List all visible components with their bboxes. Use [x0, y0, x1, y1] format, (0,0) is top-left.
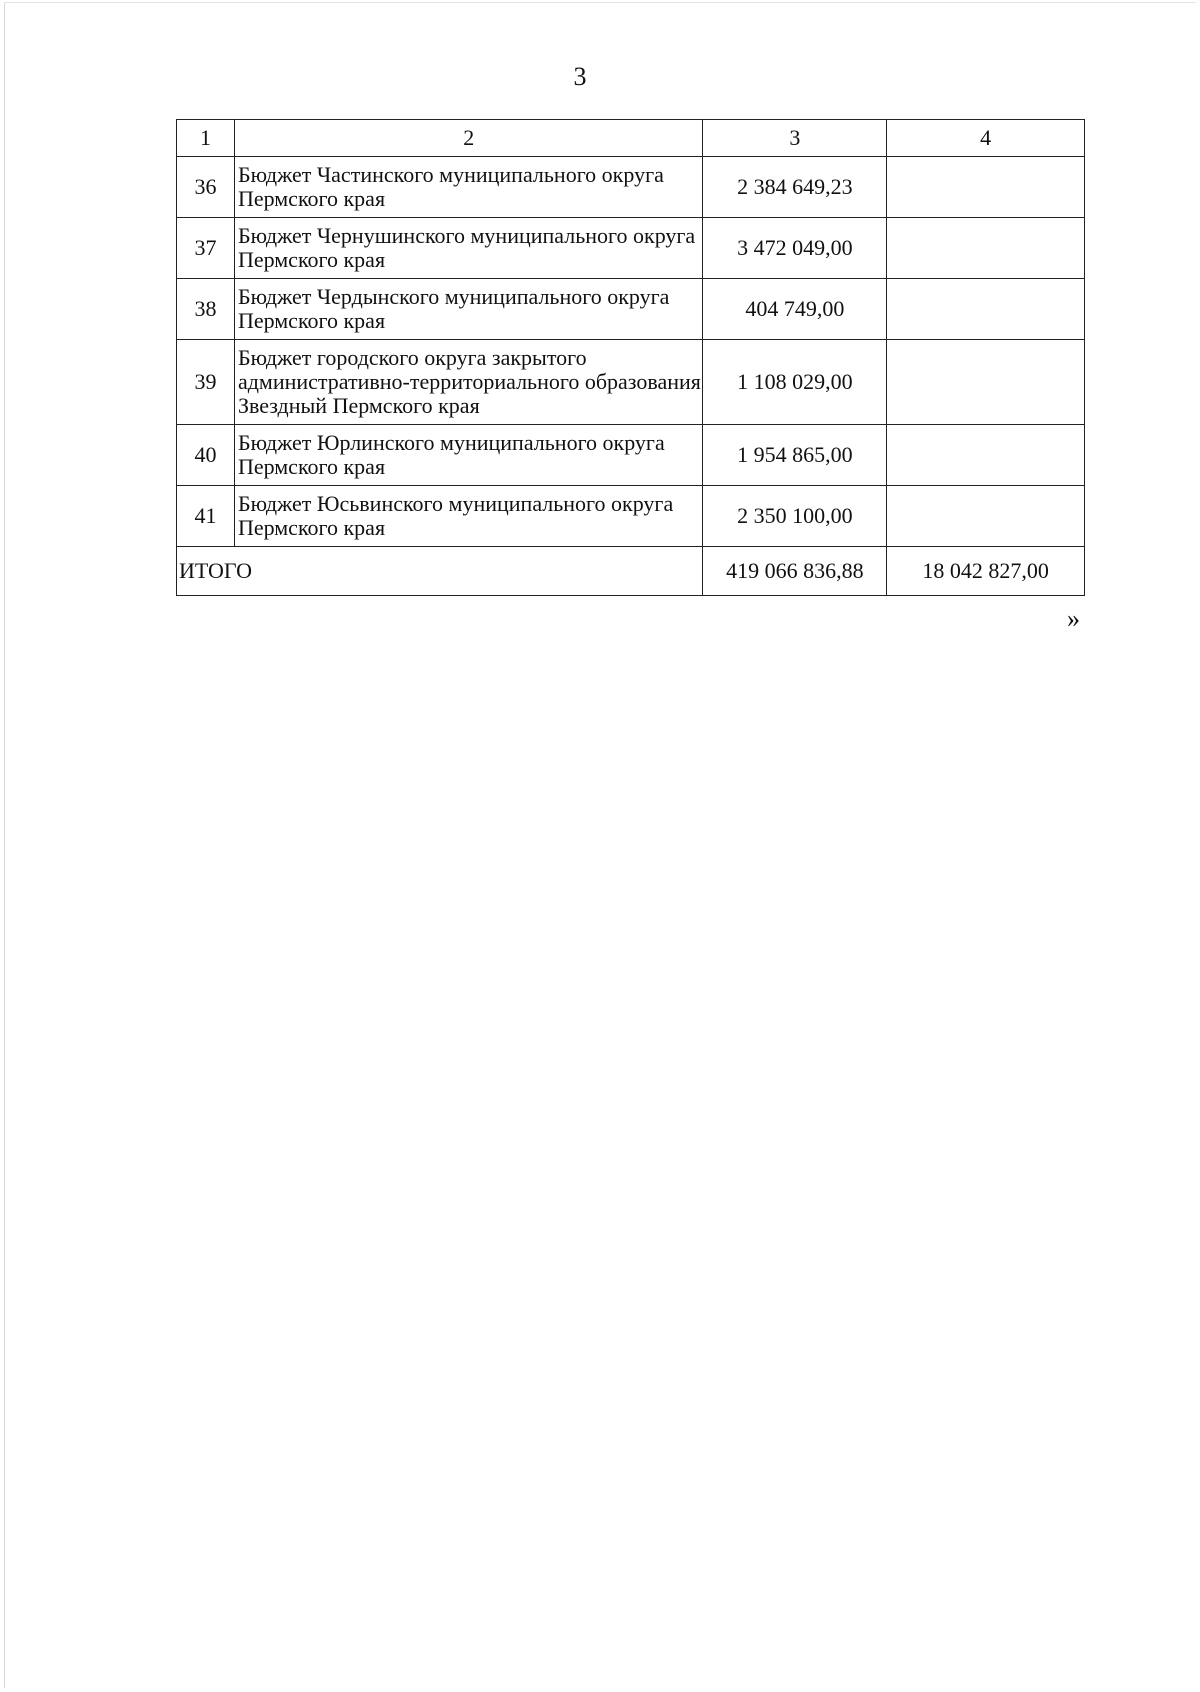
total-label: ИТОГО	[177, 547, 703, 596]
total-col4: 18 042 827,00	[887, 547, 1085, 596]
amount-col3: 404 749,00	[703, 279, 887, 340]
total-col3: 419 066 836,88	[703, 547, 887, 596]
table-row	[177, 157, 1085, 218]
budget-name: Бюджет Юсьвинского муниципального округа Пермского края	[234, 486, 703, 547]
amount-col3: 3 472 049,00	[703, 218, 887, 279]
budget-name: Бюджет Чердынского муниципального округа Пермского края	[234, 279, 703, 340]
amount-col4	[887, 218, 1085, 279]
budget-table	[176, 119, 1085, 596]
table-row	[177, 425, 1085, 486]
amount-col3: 1 108 029,00	[703, 340, 887, 425]
page-number: 3	[573, 62, 587, 91]
amount-col4	[887, 340, 1085, 425]
amount-col3: 2 350 100,00	[703, 486, 887, 547]
closing-quote-mark: »	[1067, 604, 1080, 633]
amount-col4	[887, 157, 1085, 218]
row-number: 37	[177, 218, 235, 279]
table-row	[177, 218, 1085, 279]
header-cell-4: 4	[887, 120, 1085, 157]
header-cell-2: 2	[234, 120, 703, 157]
amount-col3: 2 384 649,23	[703, 157, 887, 218]
amount-col4	[887, 279, 1085, 340]
header-cell-3: 3	[703, 120, 887, 157]
budget-name: Бюджет Чернушинского муниципального округа Пермского края	[234, 218, 703, 279]
amount-col3: 1 954 865,00	[703, 425, 887, 486]
row-number: 40	[177, 425, 235, 486]
budget-name: Бюджет Юрлинского муниципального округа Пермского края	[234, 425, 703, 486]
budget-name: Бюджет городского округа закрытого административно-территориального образования Звездный Пермского края	[234, 340, 703, 425]
table-row	[177, 340, 1085, 425]
row-number: 41	[177, 486, 235, 547]
table-row	[177, 279, 1085, 340]
total-row	[177, 547, 1085, 596]
amount-col4	[887, 486, 1085, 547]
budget-name: Бюджет Частинского муниципального округа Пермского края	[234, 157, 703, 218]
row-number: 38	[177, 279, 235, 340]
table-row	[177, 486, 1085, 547]
amount-col4	[887, 425, 1085, 486]
table-header-row	[177, 120, 1085, 157]
header-cell-1: 1	[177, 120, 235, 157]
row-number: 39	[177, 340, 235, 425]
row-number: 36	[177, 157, 235, 218]
